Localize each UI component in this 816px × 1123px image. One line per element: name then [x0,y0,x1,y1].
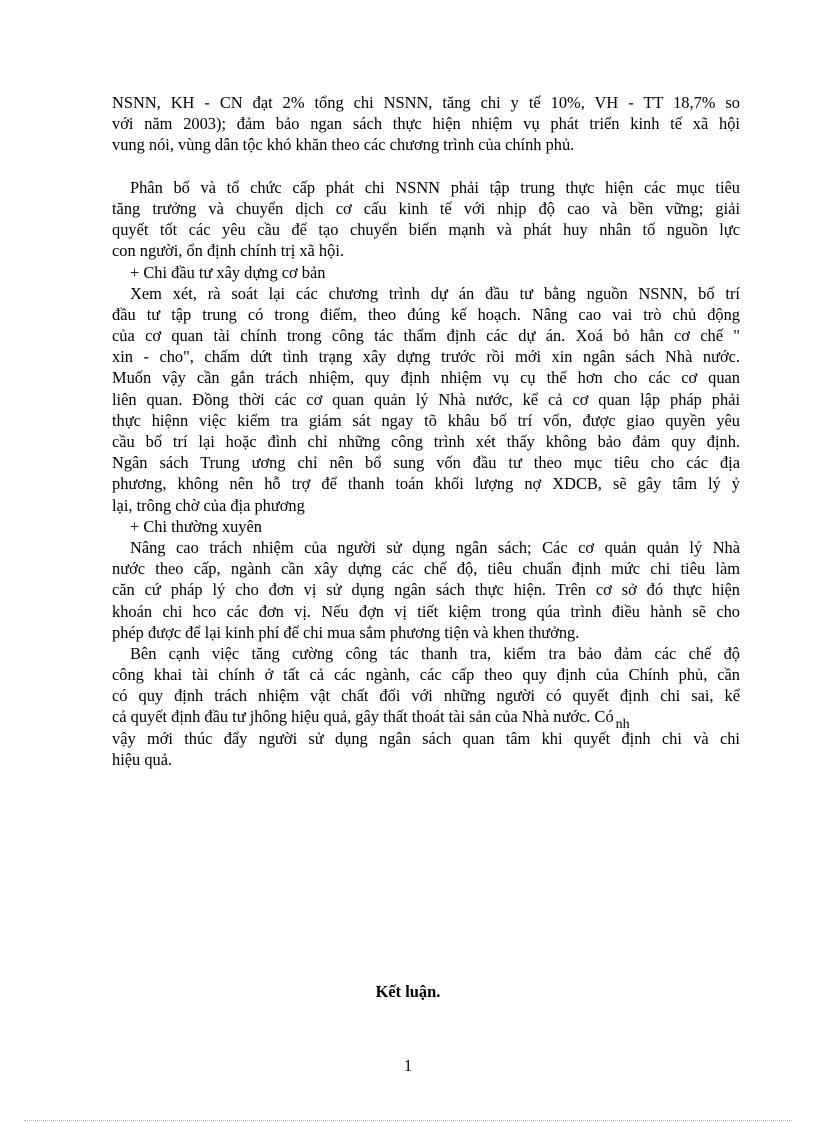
text-line: Ngân sách Trung ương chỉ nên bổ sung vốn đầu tư theo mục tiêu cho các địa [112,453,740,473]
text-line: Phân bổ và tổ chức cấp phát chi NSNN phải tập trung thực hiện các mục tiêu [130,177,740,197]
text-line: cầu bố trí lại hoặc đình chỉ những công trình xét thấy không bảo đảm quy định. [112,432,740,451]
text-line: NSNN, KH - CN đạt 2% tổng chi NSNN, tăng chi y tế 10%, VH - TT 18,7% so [112,93,740,112]
section-heading [112,516,740,537]
text-line-content: cả quyết định đầu tư jhông hiệu quả, gây thất thoát tài sản của Nhà nước. Có [112,707,614,727]
text-line: phương, không nên hỗ trợ để thanh toán khối lượng nợ XDCB, sẽ gây tâm lý ỷ [112,474,740,494]
page-bottom-rule [24,1120,792,1121]
text-line: tăng trưởng và chuyển dịch cơ cấu kinh tế với nhịp độ cao và bền vững; giải [112,198,740,218]
text-line: phép được để lại kinh phí để chi mua sắm phương tiện và khen thưởng. [112,622,580,642]
text-line: + Chi thường xuyên [130,516,262,536]
text-line: quyết tốt các yêu cầu để tạo chuyển biến mạnh và phát huy nhân tố nguồn lực [112,220,740,240]
paragraph [112,643,740,770]
text-line: công khai tài chính ở tất cả các ngành, các cấp theo quy định của Chính phủ, cần [112,665,740,685]
text-line: + Chi đầu tư xây dựng cơ bản [130,262,326,282]
stray-subscript: nh [615,717,630,733]
text-line: với năm 2003); đảm bảo ngan sách thực hiện nhiệm vụ phát triển kinh tế xã hội [112,114,740,134]
text-line: vung nói, vùng dân tộc khó khăn theo các chương trình của chính phủ. [112,135,575,155]
text-line: Xem xét, rà soát lại các chương trình dự án đầu tư bằng nguồn NSNN, bố trí [130,283,740,303]
paragraph [112,537,740,643]
text-line: Muốn vậy cần gắn trách nhiệm, quy định nhiệm vụ cụ thể hơn cho các cơ quan [112,368,740,388]
text-line: căn cứ pháp lý cho đơn vị sử dụng ngân sách thực hiện. Trên cơ sở đó thực hiện [112,580,740,600]
text-line: khoán chi hco các đơn vị. Nếu đợn vị tiết kiệm trong qúa trình điều hành sẽ cho [112,601,740,621]
body-text [112,92,740,770]
section-heading [112,262,740,283]
text-line: vậy mới thúc đẩy người sử dụng ngân sách quan tâm khi quyết định chi và chi [112,728,740,748]
text-line [112,706,740,733]
text-line: hiệu quả. [112,749,173,769]
page-number: 1 [403,1056,413,1075]
text-line: của cơ quan tài chính trong công tác thẩm định các dự án. Xoá bỏ hẳn cơ chế " [112,326,740,346]
paragraph [112,177,740,262]
text-line: con người, ổn định chính trị xã hội. [112,241,344,261]
conclusion-heading: Kết luận. [375,982,441,1001]
text-line: thực hiệnn việc kiểm tra giám sát ngay tõ khâu bố trí vốn, được giao quyền yêu [112,410,740,430]
text-line: Bên cạnh việc tăng cường công tác thanh tra, kiểm tra bảo đảm các chế độ [130,643,740,663]
paragraph [112,283,740,516]
text-line: đầu tư tập trung có trong điểm, theo đúng kế hoạch. Nâng cao vai trò chủ động [112,304,740,324]
paragraph [112,92,740,156]
text-line: xin - cho", chấm dứt tình trạng xây dựng trước rồi mới xin ngân sách Nhà nước. [112,347,740,367]
text-line: nước theo cấp, ngành cần xây dựng các chế độ, tiêu chuẩn định mức chi tiêu làm [112,559,740,579]
text-line: liên quan. Đồng thời các cơ quan quản lý Nhà nước, kể cả cơ quan lập pháp phải [112,389,740,409]
text-line: có quy định trách nhiệm vật chất đối với những người có quyết định chi sai, kể [112,686,740,706]
text-line: lại, trông chờ của địa phương [112,495,305,515]
text-line: Nâng cao trách nhiệm của người sử dụng ngân sách; Các cơ quản quản lý Nhà [130,537,740,557]
